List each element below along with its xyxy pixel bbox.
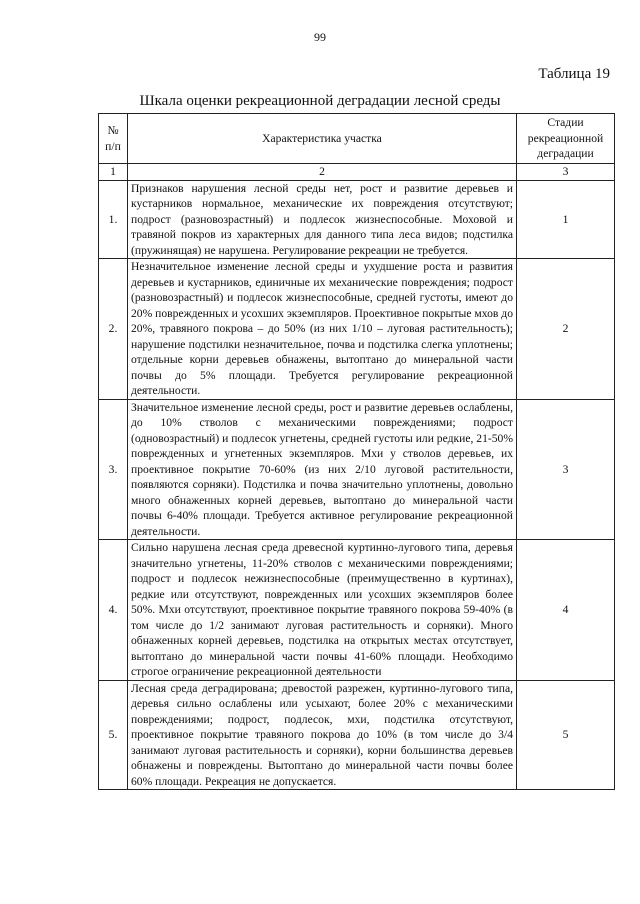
table-row (99, 180, 615, 259)
row-stage: 4 (517, 540, 615, 681)
column-index: 3 (517, 164, 615, 181)
row-stage: 2 (517, 259, 615, 400)
row-stage: 3 (517, 399, 615, 540)
row-number: 4. (99, 540, 128, 681)
row-description: Сильно нарушена лесная среда древесной куртинно-лугового типа, деревья значительно угнетены, 11-20% стволов с механическими повреждениями; подрост и подлесок нежизнеспособные (преимущественно в куртинах), редкие или отсутствуют, поврежденных или усохших экземпляров более 50%. Мхи отсутствуют, проективное покрытие травяного покрова 59-40% (в том числе до 1/2 занимают луговая растительность и сорняки). Много обнаженных корней деревьев, подстилка на открытых местах отсутствует, вытоптано до минеральной части почвы 41-60% площади. Необходимо строгое ограничение рекреационной деятельности (128, 540, 517, 681)
page-number: 99 (314, 30, 326, 44)
table-row (99, 259, 615, 400)
row-description: Значительное изменение лесной среды, рост и развитие деревьев ослаблены, до 10% стволов с механическими повреждениями; подрост (одновозрастный) и подлесок угнетены, средней густоты или редкие, 21-50% поврежденных и угнетенных экземпляров. Мхи у стволов деревьев, их проективное покрытие 70-60% (из них 2/10 луговой растительности, появляются сорняки). Подстилка и почва значительно уплотнены, довольно много обнаженных корней деревьев, вытоптано до минеральной части почвы 6-40% площади. Требуется активное регулирование рекреационной деятельности. (128, 399, 517, 540)
table-row (99, 680, 615, 790)
table-row (99, 399, 615, 540)
row-description: Признаков нарушения лесной среды нет, рост и развитие деревьев и кустарников нормальное, механические их повреждения отсутствуют; подрост (разновозрастный) и подлесок жизнеспособные. Моховой и травяной покров из характерных для данного типа леса видов; подстилка (пружинящая) не нарушена. Регулирование рекреации не требуется. (128, 180, 517, 259)
table-header-row (99, 114, 615, 164)
row-description: Незначительное изменение лесной среды и ухудшение роста и развития деревьев и кустарников, единичные их механические повреждения; подрост (разновозрастный) и подлесок жизнеспособные, средней густоты, имеют до 20% поврежденных и усохших экземпляров. Проективное покрытые мхов до 20%, травяного покрова – до 50% (из них 1/10 – луговая растительность); нарушение подстилки незначительное, почва и подстилка слегка уплотнены; отдельные корни деревьев обнажены, вытоптано до минеральной части почвы до 5% площади. Требуется регулирование рекреационной деятельности. (128, 259, 517, 400)
header-characteristic: Характеристика участка (128, 114, 517, 164)
row-number: 5. (99, 680, 128, 790)
table-row (99, 540, 615, 681)
row-number: 3. (99, 399, 128, 540)
table-title: Шкала оценки рекреационной деградации лесной среды (139, 93, 501, 109)
row-number: 2. (99, 259, 128, 400)
degradation-scale-table (98, 113, 615, 790)
header-num: № п/п (99, 114, 128, 164)
row-stage: 1 (517, 180, 615, 259)
column-index: 2 (128, 164, 517, 181)
table-label: Таблица 19 (538, 66, 610, 82)
column-index-row (99, 164, 615, 181)
header-stage: Стадии рекреационной деградации (517, 114, 615, 164)
row-number: 1. (99, 180, 128, 259)
column-index: 1 (99, 164, 128, 181)
row-description: Лесная среда деградирована; древостой разрежен, куртинно-лугового типа, деревья сильно ослаблены или усыхают, более 20% с механическими повреждениями; подрост, подлесок, мхи, подстилка отсутствуют, проективное покрытие травяного покрова до 10% (в том числе до 3/4 занимают луговая растительность и сорняки), корни большинства деревьев обнажены и повреждены. Вытоптано до минеральной части почвы более 60% площади. Рекреация не допускается. (128, 680, 517, 790)
row-stage: 5 (517, 680, 615, 790)
